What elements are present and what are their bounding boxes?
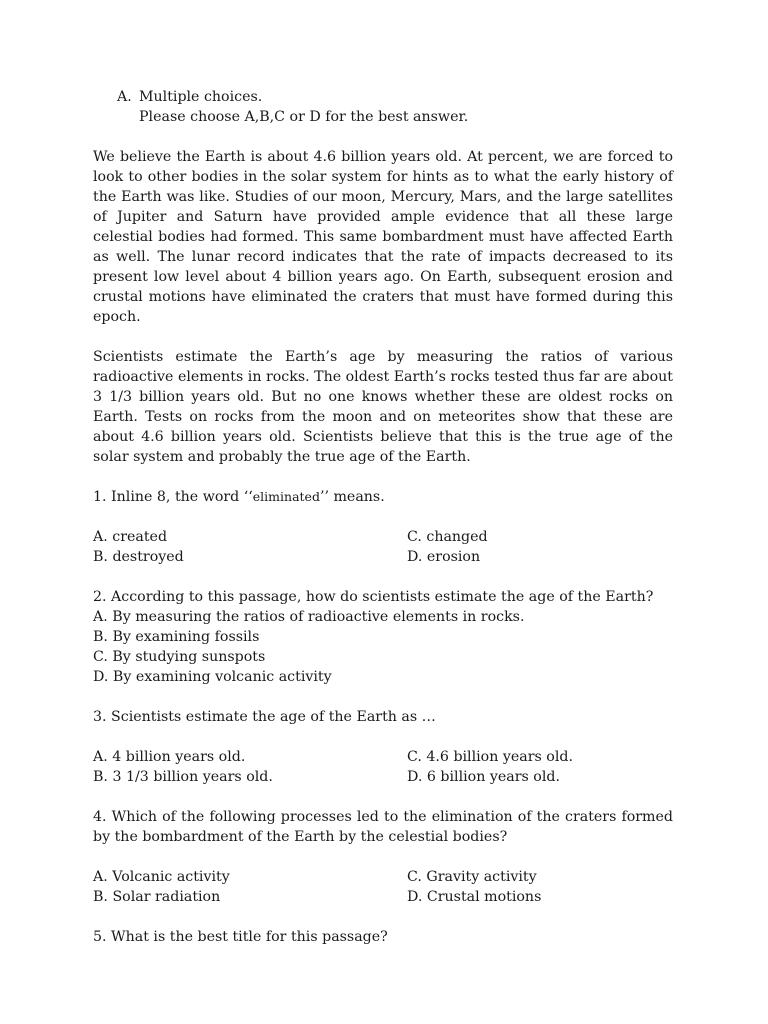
question-1-stem: [93, 487, 673, 507]
question-1-keyword: eliminated: [252, 489, 320, 504]
question-1-option-d[interactable]: D. erosion: [407, 549, 481, 565]
question-1-option-c[interactable]: C. changed: [407, 529, 488, 545]
question-1-option-a[interactable]: A. created: [93, 529, 168, 545]
question-2-stem: 2. According to this passage, how do scientists estimate the age of the Earth?: [93, 589, 654, 605]
passage-paragraph-1: We believe the Earth is about 4.6 billion years old. At percent, we are forced to look to other bodies in the solar system for hints as to what the early history of the Earth was like. Studies of our moon, Mercury, Mars, and the large satellites of Jupiter and Saturn have provided ample evidence that all these large celestial bodies had formed. This same bombardment must have affected Earth as well. The lunar record indicates that the rate of impacts decreased to its present low level about 4 billion years ago. On Earth, subsequent erosion and crustal motions have eliminated the craters that must have formed during this epoch.: [93, 149, 673, 325]
question-3-option-b[interactable]: B. 3 1/3 billion years old.: [93, 769, 273, 785]
question-4-options: [93, 867, 673, 907]
question-3-option-d[interactable]: D. 6 billion years old.: [407, 769, 560, 785]
passage-paragraph-2: Scientists estimate the Earth’s age by measuring the ratios of various radioactive elements in rocks. The oldest Earth’s rocks tested thus far are about 3 1/3 billion years old. But no one knows whether these are oldest rocks on Earth. Tests on rocks from the moon and on meteorites show that these are about 4.6 billion years old. Scientists believe that this is the true age of the solar system and probably the true age of the Earth.: [93, 349, 673, 465]
question-1-stem-end: ’’ means.: [319, 489, 385, 505]
section-label: A.: [117, 89, 132, 105]
question-4-option-a[interactable]: A. Volcanic activity: [93, 869, 230, 885]
question-2-option-c[interactable]: C. By studying sunspots: [93, 649, 266, 665]
question-3-options: [93, 747, 673, 787]
question-3-option-c[interactable]: C. 4.6 billion years old.: [407, 749, 573, 765]
worksheet-page: [93, 87, 673, 947]
section-title: Multiple choices.: [139, 89, 263, 105]
question-3-option-a[interactable]: A. 4 billion years old.: [93, 749, 246, 765]
question-2-option-d[interactable]: D. By examining volcanic activity: [93, 669, 332, 685]
question-4-stem: 4. Which of the following processes led to the elimination of the craters formed by the bombardment of the Earth by the celestial bodies?: [93, 809, 673, 845]
question-4-option-c[interactable]: C. Gravity activity: [407, 869, 537, 885]
section-instruction: Please choose A,B,C or D for the best answer.: [139, 109, 469, 125]
question-1-options: [93, 527, 673, 567]
question-5-stem: 5. What is the best title for this passage?: [93, 929, 388, 945]
question-1-stem-start: 1. Inline 8, the word ‘‘: [93, 489, 253, 505]
question-3-stem: 3. Scientists estimate the age of the Earth as …: [93, 709, 436, 725]
question-2-option-a[interactable]: A. By measuring the ratios of radioactive elements in rocks.: [93, 609, 525, 625]
section-heading: [93, 87, 673, 107]
question-4-option-b[interactable]: B. Solar radiation: [93, 889, 221, 905]
question-1-option-b[interactable]: B. destroyed: [93, 549, 184, 565]
question-4-option-d[interactable]: D. Crustal motions: [407, 889, 542, 905]
question-2-option-b[interactable]: B. By examining fossils: [93, 629, 260, 645]
